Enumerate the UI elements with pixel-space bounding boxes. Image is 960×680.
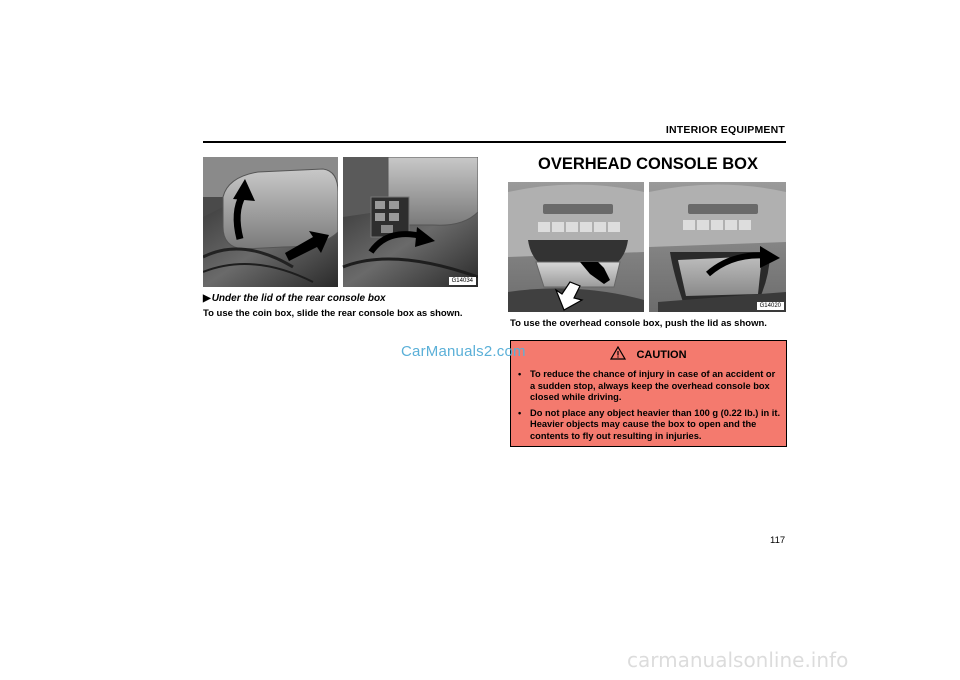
subheading-text: Under the lid of the rear console box (211, 293, 386, 304)
bullet-icon: • (518, 407, 522, 418)
caution-item (518, 369, 782, 404)
figure-code: G14020 (757, 302, 784, 310)
caution-item (518, 408, 782, 443)
triangle-marker-icon: ▶ (203, 293, 211, 304)
header-rule (203, 141, 786, 143)
running-header: INTERIOR EQUIPMENT (665, 124, 785, 136)
caution-item-text: To reduce the chance of injury in case of an accident or a sudden stop, always keep the overhead console box closed while driving. (530, 369, 776, 403)
caution-item-text: Do not place any object heavier than 100 g (0.22 lb.) in it. Heavier objects may cause the box to open and the contents to fly out resulting in injuries. (530, 407, 781, 441)
overhead-console-figure (508, 182, 786, 312)
coin-box-instruction: To use the coin box, slide the rear console box as shown. (203, 308, 463, 319)
rear-console-figure (203, 157, 478, 287)
page-number: 117 (770, 535, 786, 546)
overhead-console-instruction: To use the overhead console box, push the lid as shown. (510, 318, 767, 329)
figure-code: G14034 (449, 277, 476, 285)
footer-site-watermark: carmanualsonline.info (627, 648, 849, 672)
caution-heading-text: CAUTION (636, 349, 687, 361)
watermark: CarManuals2.com (401, 343, 526, 360)
caution-heading (511, 346, 786, 363)
overhead-console-illustration (508, 182, 786, 312)
bullet-icon: • (518, 369, 522, 379)
warning-triangle-icon (610, 346, 626, 363)
section-title: OVERHEAD CONSOLE BOX (537, 155, 759, 173)
caution-box (510, 340, 787, 447)
subheading (203, 293, 386, 304)
caution-list (518, 369, 782, 447)
rear-console-illustration (203, 157, 478, 287)
